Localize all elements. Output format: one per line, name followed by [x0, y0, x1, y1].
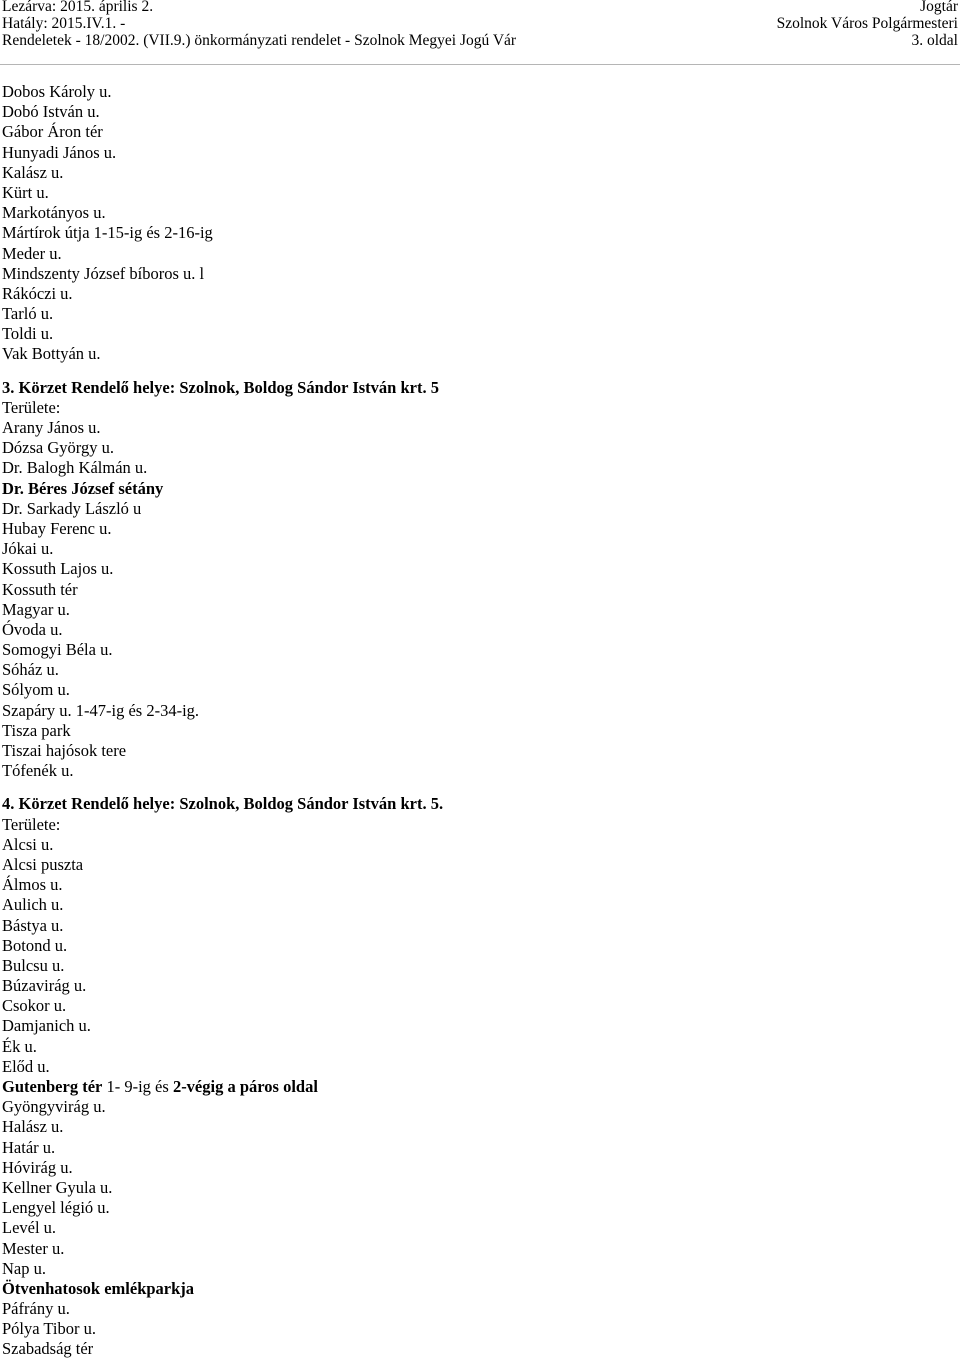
list-item: Nap u.: [2, 1258, 46, 1278]
list-item: Búzavirág u.: [2, 976, 87, 996]
list-item: Mártírok útja 1-15-ig és 2-16-ig: [2, 223, 213, 243]
list-item: Mindszenty József bíboros u. l: [2, 263, 205, 283]
section-heading: 3. Körzet Rendelő helye: Szolnok, Boldog Sándor István krt. 5: [2, 377, 439, 397]
list-item: Szapáry u. 1-47-ig és 2-34-ig.: [2, 700, 200, 720]
list-item: Hubay Ferenc u.: [2, 518, 112, 538]
list-item: Szabadság tér: [2, 1339, 94, 1359]
list-item: Álmos u.: [2, 875, 63, 895]
area-label: Területe:: [2, 814, 61, 834]
list-item: Tisza park: [2, 720, 71, 740]
publisher-name: Jogtár: [920, 0, 958, 15]
list-item: Határ u.: [2, 1137, 56, 1157]
list-item: Vak Bottyán u.: [2, 344, 101, 364]
list-item: Gábor Áron tér: [2, 122, 103, 142]
list-item: Bástya u.: [2, 915, 64, 935]
issuer-name: Szolnok Város Polgármesteri: [776, 15, 958, 32]
effective-date: Hatály: 2015.IV.1. -: [2, 15, 126, 32]
list-item: Jókai u.: [2, 539, 54, 559]
list-item: Kalász u.: [2, 162, 64, 182]
list-item: Toldi u.: [2, 324, 54, 344]
list-item: Arany János u.: [2, 418, 101, 437]
list-item: Botond u.: [2, 935, 68, 955]
list-item: Sólyom u.: [2, 680, 70, 700]
section-heading: 4. Körzet Rendelő helye: Szolnok, Boldog Sándor István krt. 5.: [2, 794, 444, 814]
list-item: Tiszai hajósok tere: [2, 741, 127, 760]
list-item: Sóház u.: [2, 660, 59, 680]
list-item: Dr. Sarkady László u: [2, 498, 142, 518]
list-item: Pólya Tibor u.: [2, 1319, 96, 1339]
list-item: Páfrány u.: [2, 1299, 70, 1319]
list-item: Markotányos u.: [2, 203, 106, 223]
list-item: Dózsa György u.: [2, 438, 114, 458]
list-item: Gyöngyvirág u.: [2, 1097, 106, 1117]
list-item: Levél u.: [2, 1218, 57, 1238]
list-item: Mester u.: [2, 1238, 65, 1258]
section-4: [2, 794, 942, 1359]
list-item: Dobos Károly u.: [2, 82, 112, 101]
list-item: Előd u.: [2, 1056, 50, 1076]
list-item-bold: Dr. Béres József sétány: [2, 478, 164, 498]
list-item: Kossuth Lajos u.: [2, 559, 114, 579]
list-item: Alcsi u.: [2, 834, 54, 854]
list-item: Aulich u.: [2, 895, 64, 915]
list-item: Dobó István u.: [2, 102, 100, 122]
list-item: Damjanich u.: [2, 1016, 91, 1036]
list-item: Kürt u.: [2, 182, 49, 202]
section-spacer: [2, 365, 942, 378]
list-item: Kossuth tér: [2, 579, 78, 599]
list-item-bold: Ötvenhatosok emlékparkja: [2, 1278, 195, 1298]
section-2-street-list: [2, 82, 942, 365]
document-body: [2, 82, 942, 1360]
list-item: Halász u.: [2, 1117, 64, 1137]
list-item: Hunyadi János u.: [2, 142, 117, 162]
list-item: Kellner Gyula u.: [2, 1177, 113, 1197]
list-item: Bulcsu u.: [2, 955, 65, 975]
list-item: Magyar u.: [2, 599, 70, 619]
closing-date: Lezárva: 2015. április 2.: [2, 0, 154, 15]
list-item: Dr. Balogh Kálmán u.: [2, 458, 148, 478]
page-number: 3. oldal: [911, 32, 958, 49]
list-item: Lengyel légió u.: [2, 1198, 110, 1218]
header-divider: [0, 64, 960, 65]
list-item: Tarló u.: [2, 304, 54, 324]
header-right: [777, 0, 958, 49]
page-header: [0, 0, 960, 64]
list-item-mixed: Gutenberg tér 1- 9-ig és 2-végig a páros oldal: [2, 1077, 318, 1096]
list-item: Somogyi Béla u.: [2, 640, 113, 660]
list-item: Hóvirág u.: [2, 1157, 73, 1177]
list-item: Tófenék u.: [2, 761, 74, 781]
list-item: Óvoda u.: [2, 619, 63, 639]
area-label: Területe:: [2, 397, 61, 417]
list-item: Csokor u.: [2, 996, 67, 1016]
list-item: Ék u.: [2, 1036, 37, 1056]
section-3: [2, 378, 942, 782]
list-item: Meder u.: [2, 243, 62, 263]
regulation-title: Rendeletek - 18/2002. (VII.9.) önkormányzati rendelet - Szolnok Megyei Jogú Vár: [2, 32, 517, 49]
header-left: [2, 0, 516, 49]
section-spacer: [2, 781, 942, 794]
list-item: Alcsi puszta: [2, 854, 84, 874]
list-item: Rákóczi u.: [2, 283, 73, 303]
